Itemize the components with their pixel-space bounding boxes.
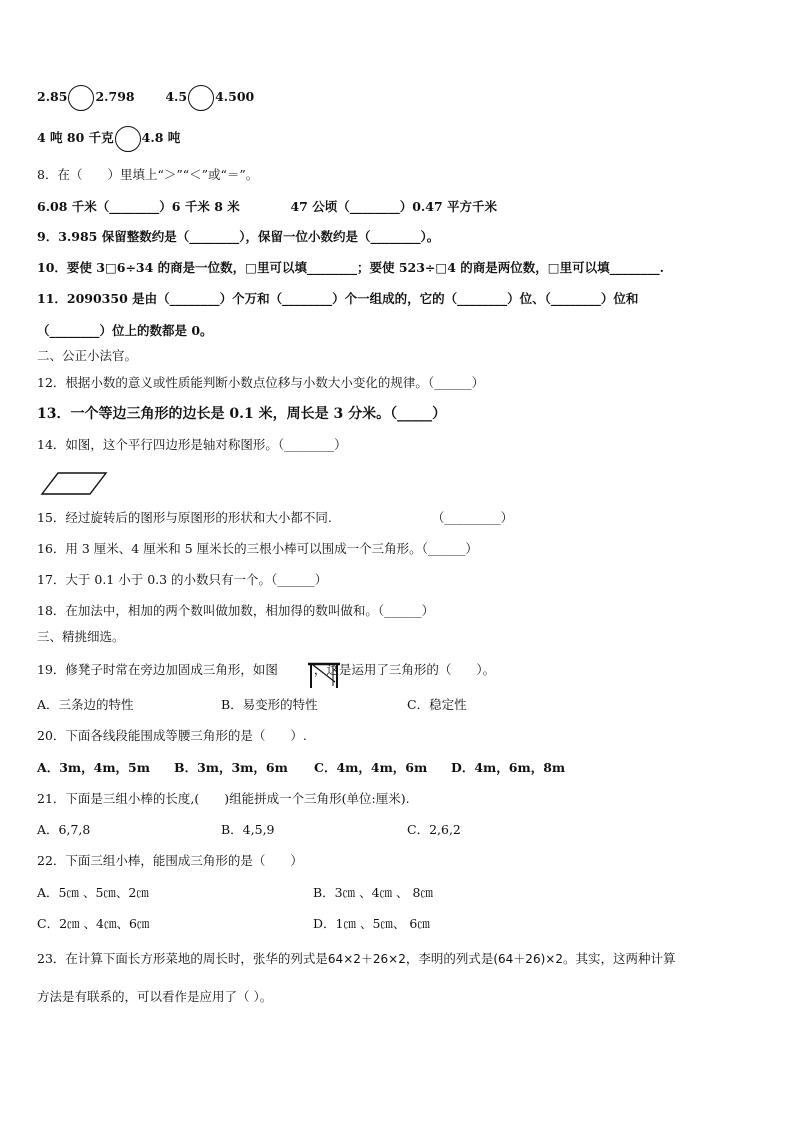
compare-value: 4.5 (165, 89, 188, 104)
question-23-text-a: 23．在计算下面长方形菜地的周长时，张华的列式是 (37, 951, 328, 966)
compare-circle[interactable] (68, 85, 94, 111)
question-8-stem: 8．在（ ）里填上“＞”“＜”或“＝”。 (37, 167, 259, 182)
question-17[interactable]: 17．大于 0.1 小于 0.3 的小数只有一个。（______） (37, 572, 328, 587)
question-15-text: 15．经过旋转后的图形与原图形的形状和大小都不同. (37, 510, 332, 525)
compare-value: 4.500 (215, 89, 255, 104)
option-b[interactable]: B．易变形的特性 (221, 697, 318, 712)
option-c[interactable]: C．稳定性 (407, 697, 467, 712)
compare-circle[interactable] (115, 126, 141, 152)
option-b[interactable]: B．4,5,9 (221, 822, 275, 837)
question-19-options (37, 696, 467, 714)
option-d[interactable]: D．1㎝ 、5㎝、 6㎝ (313, 916, 430, 931)
option-c[interactable]: C．2㎝ 、4㎝、6㎝ (37, 916, 150, 931)
section-2-heading: 二、公正小法官。 (37, 348, 138, 363)
compare-circle[interactable] (188, 85, 214, 111)
option-b[interactable]: B．3㎝ 、4㎝ 、 8㎝ (313, 885, 433, 900)
stool-figure-icon (306, 660, 342, 690)
question-16[interactable]: 16．用 3 厘米、4 厘米和 5 厘米长的三根小棒可以围成一个三角形。（______） (37, 541, 478, 556)
compare-value: 2.798 (95, 89, 135, 104)
question-8-part-b[interactable]: 47 公顷（________）0.47 平方千米 (290, 199, 498, 214)
question-15-blank[interactable]: （_________） (431, 510, 514, 525)
option-a[interactable]: A．3m，4m，5m (37, 760, 150, 775)
question-9[interactable]: 9．3.985 保留整数约是（________），保留一位小数约是（________）。 (37, 229, 440, 244)
question-12[interactable]: 12．根据小数的意义或性质能判断小数点位移与小数大小变化的规律。（______） (37, 375, 485, 390)
question-19-stem (37, 661, 495, 679)
question-23-text-c: 。其实，这两种计算 (562, 951, 676, 966)
option-c[interactable]: C．2,6,2 (407, 822, 461, 837)
compare-value: 4.8 吨 (141, 130, 181, 145)
question-23-text-b: ，李明的列式是 (405, 951, 494, 966)
option-d[interactable]: D．4m，6m，8m (451, 760, 566, 775)
question-8-part-a[interactable]: 6.08 千米（________）6 千米 8 米 (37, 199, 240, 214)
question-22-stem: 22．下面三组小棒，能围成三角形的是（ ） (37, 853, 303, 868)
compare-row-2 (37, 125, 180, 152)
parallelogram-figure (40, 472, 110, 496)
question-22-options-row-2 (37, 915, 430, 933)
question-14[interactable]: 14．如图，这个平行四边形是轴对称图形。（________） (37, 437, 347, 452)
question-23-line-1 (37, 950, 675, 968)
expression-zhanghua: 64×2＋26×2 (327, 952, 406, 966)
question-23-line-2[interactable]: 方法是有联系的，可以看作是应用了（ ）。 (37, 989, 273, 1004)
question-19-text-b: ，这是运用了三角形的（ ）。 (313, 662, 496, 677)
question-20-stem: 20．下面各线段能围成等腰三角形的是（ ）. (37, 728, 307, 743)
option-a[interactable]: A．5㎝ 、5㎝、2㎝ (37, 885, 149, 900)
option-a[interactable]: A．6,7,8 (37, 822, 91, 837)
section-3-heading: 三、精挑细选。 (37, 629, 125, 644)
question-15[interactable] (37, 509, 513, 527)
compare-value: 2.85 (37, 89, 68, 104)
question-11-line-2[interactable]: （________）位上的数都是 0。 (37, 323, 213, 338)
question-11-line-1[interactable]: 11．2090350 是由（________）个万和（________）个一组成的，它的（________）位、（________）位和 (37, 291, 639, 306)
compare-row-1 (37, 84, 254, 111)
option-b[interactable]: B．3m，3m，6m (174, 760, 288, 775)
expression-liming: (64＋26)×2 (493, 952, 563, 966)
question-19-text-a: 19．修凳子时常在旁边加固成三角形，如图 (37, 662, 278, 677)
question-22-options-row-1 (37, 884, 433, 902)
question-10[interactable]: 10．要使 3□6÷34 的商是一位数，□里可以填________；要使 523÷□4 的商是两位数，□里可以填________. (37, 260, 664, 275)
option-c[interactable]: C．4m，4m，6m (314, 760, 428, 775)
question-13[interactable]: 13．一个等边三角形的边长是 0.1 米，周长是 3 分米。（_____） (37, 406, 447, 422)
compare-value: 4 吨 80 千克 (37, 130, 114, 145)
question-21-options (37, 821, 461, 839)
question-18[interactable]: 18．在加法中，相加的两个数叫做加数，相加得的数叫做和。（______） (37, 603, 435, 618)
question-21-stem: 21．下面是三组小棒的长度,( )组能拼成一个三角形(单位:厘米). (37, 791, 410, 806)
option-a[interactable]: A．三条边的特性 (37, 697, 134, 712)
question-8-row (37, 198, 497, 216)
question-20-options (37, 759, 565, 777)
